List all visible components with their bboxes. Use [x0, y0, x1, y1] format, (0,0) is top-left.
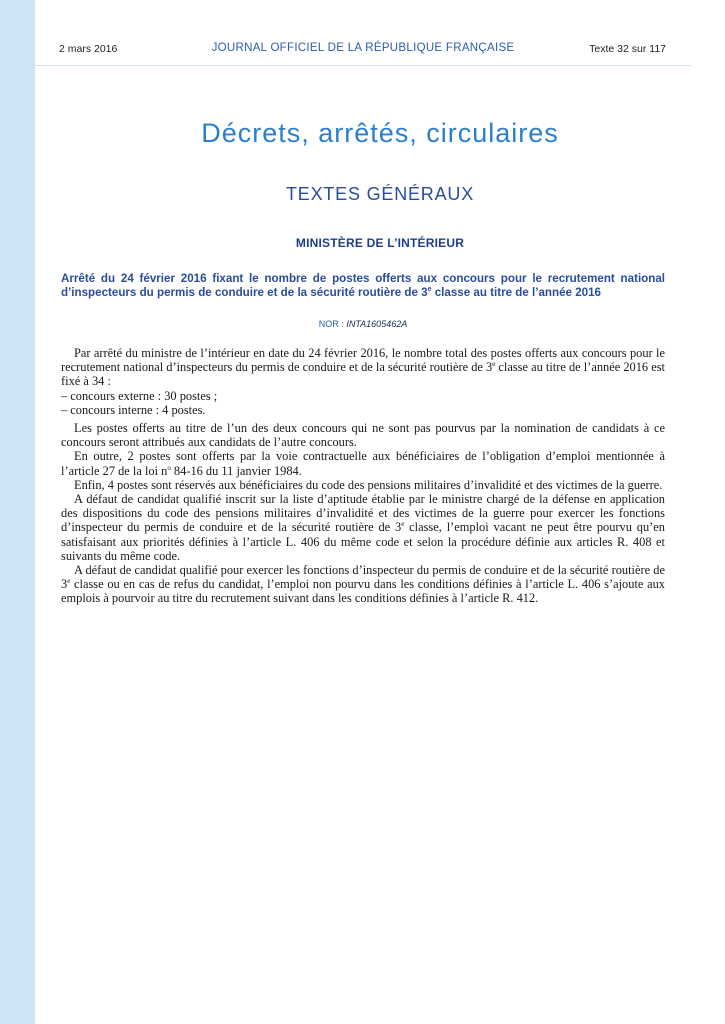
paragraph-5-sup: e: [401, 520, 405, 529]
paragraph-1: [61, 346, 665, 389]
paragraph-6-sup: e: [67, 577, 71, 586]
main-title: Décrets, arrêtés, circulaires: [201, 118, 559, 148]
paragraph-5-text-a: A défaut de candidat qualifié inscrit sur la liste d’aptitude établie par le ministre chargé de la défense en application des dispositions du code des pensions militaires d’invalidité et des victimes de la guerre pour exercer les fonctions d’inspecteur du permis de conduire et de la sécurité routière de 3: [61, 492, 665, 535]
nor-code: INTA1605462A: [346, 319, 408, 329]
paragraph-6: [61, 563, 665, 606]
nor-label: NOR :: [318, 319, 344, 329]
paragraph-1-text-a: Par arrêté du ministre de l’intérieur en date du 24 février 2016, le nombre total des postes offerts aux concours pour le recrutement national d’inspecteurs du permis de conduire et de la sécurité routière de 3: [61, 346, 665, 375]
arrete-title-part2: classe au titre de l’année 2016: [431, 286, 602, 299]
paragraph-2: Les postes offerts au titre de l’un des deux concours qui ne sont pas pourvus par la nomination de candidats à ce concours seront attribués aux candidats de l’autre concours.: [61, 421, 665, 450]
list-item-external: – concours externe : 30 postes ;: [61, 388, 218, 403]
paragraph-5-text-b: classe, l’emploi vacant ne peut être pourvu qu’en satisfaisant aux priorités définies à l’article L. 406 du même code et selon la procédure définie aux articles R. 408 et suivants du même code.: [61, 520, 665, 563]
ministry-title: MINISTÈRE DE L’INTÉRIEUR: [295, 236, 465, 250]
paragraph-3-text-b: 84-16 du 11 janvier 1984.: [170, 463, 302, 478]
paragraph-6-text-a: A défaut de candidat qualifié pour exercer les fonctions d’inspecteur du permis de conduire et de la sécurité routière de 3: [61, 563, 665, 592]
header-journal-title: JOURNAL OFFICIEL DE LA RÉPUBLIQUE FRANÇAISE: [211, 42, 515, 54]
document-body: [61, 346, 665, 606]
paragraph-3: [61, 449, 665, 477]
paragraph-1-text-b: classe au titre de l’année 2016 est fixé à 34 :: [61, 360, 665, 389]
paragraph-1-sup: e: [492, 360, 496, 369]
paragraph-5: [61, 492, 665, 563]
paragraph-3-sup: o: [167, 463, 171, 472]
paragraph-3-text-a: En outre, 2 postes sont offerts par la voie contractuelle aux bénéficiaires de l’obligation d’emploi mentionnée à l’article 27 de la loi n: [61, 449, 665, 478]
arrete-title-part1: Arrêté du 24 février 2016 fixant le nombre de postes offerts aux concours pour le recrutement national d’inspecteurs du permis de conduire et de la sécurité routière de 3: [61, 272, 665, 299]
arrete-title: [61, 272, 665, 300]
paragraph-6-text-b: classe ou en cas de refus du candidat, l’emploi non pourvu dans les conditions définies à l’article L. 406 s’ajoute aux emplois à pourvoir au titre du recrutement suivant dans les conditions définies à l’article R. 412.: [61, 577, 665, 606]
nor-reference: [61, 319, 665, 329]
paragraph-4: Enfin, 4 postes sont réservés aux bénéficiaires du code des pensions militaires d’invalidité et des victimes de la guerre.: [74, 477, 663, 492]
list-item-internal: – concours interne : 4 postes.: [61, 402, 206, 417]
header-date: 2 mars 2016: [59, 43, 118, 55]
section-title: TEXTES GÉNÉRAUX: [285, 184, 475, 204]
header-text-number: Texte 32 sur 117: [589, 43, 666, 55]
page-header: [35, 35, 691, 66]
left-margin-band: [0, 0, 35, 1024]
arrete-title-sup: e: [427, 286, 432, 294]
